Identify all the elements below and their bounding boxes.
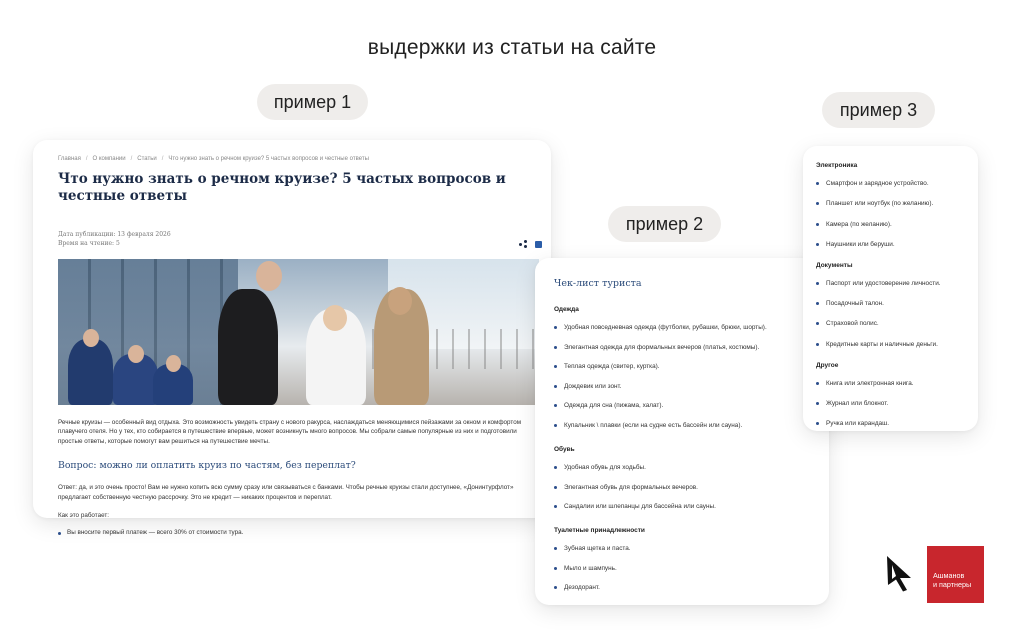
print-icon[interactable] bbox=[535, 241, 542, 248]
bullet-icon bbox=[58, 532, 61, 535]
bullet-icon bbox=[554, 346, 557, 349]
example-2-pill: пример 2 bbox=[608, 206, 721, 242]
breadcrumb-item-articles[interactable]: Статьи bbox=[137, 156, 157, 162]
list-item: Одежда для сна (пижама, халат). bbox=[554, 402, 814, 409]
checklist-card bbox=[535, 258, 829, 605]
publish-date: Дата публикации: 13 февраля 2026 bbox=[58, 231, 171, 238]
logo-line-2: и партнеры bbox=[933, 579, 972, 589]
checklist-section-title: Документы bbox=[816, 261, 853, 269]
list-item: Удобная обувь для ходьбы. bbox=[554, 464, 814, 471]
article-answer: Ответ: да, и это очень просто! Вам не нужно копить всю сумму сразу или связываться с банками. Чтобы речные круизы стали доступнее, «Донинтурфлот» предлагает собственную честную рассрочку. Это не кредит — никаких процентов и переплат. bbox=[58, 484, 514, 501]
list-item: Страховой полис. bbox=[816, 320, 968, 327]
breadcrumb: Главная / О компании / Статьи / Что нужно знать о речном круизе? 5 частых вопросов и честные ответы bbox=[58, 156, 369, 162]
list-item: Удобная повседневная одежда (футболки, рубашки, брюки, шорты). bbox=[554, 324, 814, 331]
share-icon[interactable] bbox=[519, 240, 527, 248]
list-item: Книга или электронная книга. bbox=[816, 380, 968, 387]
bullet-icon bbox=[816, 223, 819, 226]
list-item: Планшет или ноутбук (по желанию). bbox=[816, 200, 968, 207]
bullet-icon bbox=[554, 385, 557, 388]
list-item: Купальник \ плавки (если на судне есть бассейн или сауна). bbox=[554, 422, 814, 429]
breadcrumb-item-home[interactable]: Главная bbox=[58, 156, 81, 162]
bullet-icon bbox=[816, 182, 819, 185]
checklist-section-title: Обувь bbox=[554, 445, 575, 453]
bullet-icon bbox=[816, 302, 819, 305]
ashmanov-logo-mark-icon bbox=[885, 554, 913, 592]
article-meta bbox=[58, 230, 171, 248]
article-intro: Речные круизы — особенный вид отдыха. Это возможность увидеть страну с нового ракурса, наслаждаться меняющимися пейзажами за окном и комфортом плавучего отеля. Но у тех, кто собирается в путешествие впервые, может возникнуть много вопросов. Мы собрали самые популярные из них и подготовили простые ответы, которые помогут вам решиться на путешествие мечты. bbox=[58, 419, 522, 445]
article-photo bbox=[58, 259, 539, 405]
page-heading: выдержки из статьи на сайте bbox=[367, 36, 657, 59]
bullet-icon bbox=[554, 505, 557, 508]
bullet-icon bbox=[554, 466, 557, 469]
breadcrumb-item-company[interactable]: О компании bbox=[92, 156, 126, 162]
list-item: Кредитные карты и наличные деньги. bbox=[816, 341, 968, 348]
bullet-icon bbox=[554, 365, 557, 368]
how-it-works-label: Как это работает: bbox=[58, 512, 110, 520]
example-3-pill: пример 3 bbox=[822, 92, 935, 128]
bullet-icon bbox=[816, 382, 819, 385]
bullet-icon bbox=[816, 422, 819, 425]
list-item: Наушники или беруши. bbox=[816, 241, 968, 248]
bullet-icon bbox=[554, 567, 557, 570]
article-question: Вопрос: можно ли оплатить круиз по частям, без переплат? bbox=[58, 460, 356, 472]
bullet-icon bbox=[554, 547, 557, 550]
bullet-icon bbox=[554, 486, 557, 489]
list-item: Зубная щетка и паста. bbox=[554, 545, 814, 552]
article-card bbox=[33, 140, 551, 537]
ashmanov-logo bbox=[927, 546, 984, 603]
example-1-pill: пример 1 bbox=[257, 84, 368, 120]
list-item: Элегантная обувь для формальных вечеров. bbox=[554, 484, 814, 491]
article-meta-row bbox=[58, 230, 539, 248]
article-actions bbox=[519, 240, 542, 248]
list-item: Ручка или карандаш. bbox=[816, 420, 968, 427]
list-item: Теплая одежда (свитер, куртка). bbox=[554, 363, 814, 370]
bullet-icon bbox=[554, 424, 557, 427]
article-title: Что нужно знать о речном круизе? 5 частых вопросов и честные ответы bbox=[58, 171, 506, 204]
list-item: Элегантная одежда для формальных вечеров (платья, костюмы). bbox=[554, 344, 814, 351]
list-item: Мыло и шампунь. bbox=[554, 565, 814, 572]
read-time: Время на чтение: 5 bbox=[58, 240, 120, 247]
checklist-sections bbox=[554, 306, 814, 591]
list-item: Дезодорант. bbox=[554, 584, 814, 591]
list-item: Посадочный талон. bbox=[816, 300, 968, 307]
checklist-section-title: Одежда bbox=[554, 306, 579, 313]
bullet-icon bbox=[554, 586, 557, 589]
bullet-icon bbox=[816, 243, 819, 246]
list-item: Дождевик или зонт. bbox=[554, 383, 814, 390]
list-item: Смартфон и зарядное устройство. bbox=[816, 180, 968, 187]
bullet-icon bbox=[816, 343, 819, 346]
logo-line-1: Ашманов bbox=[933, 571, 965, 580]
checklist-section-title: Туалетные принадлежности bbox=[554, 527, 645, 535]
checklist-continued-card bbox=[803, 146, 978, 431]
list-item: Вы вносите первый платеж — всего 30% от стоимости тура. bbox=[58, 528, 539, 537]
list-item: Камера (по желанию). bbox=[816, 221, 968, 228]
bullet-icon bbox=[554, 326, 557, 329]
checklist-continued-sections bbox=[816, 162, 968, 427]
bullet-icon bbox=[816, 402, 819, 405]
bullet-icon bbox=[816, 202, 819, 205]
checklist-section-title: Другое bbox=[816, 361, 839, 369]
breadcrumb-item-current: Что нужно знать о речном круизе? 5 частых вопросов и честные ответы bbox=[168, 156, 369, 162]
list-item: Паспорт или удостоверение личности. bbox=[816, 280, 968, 287]
bullet-icon bbox=[816, 322, 819, 325]
list-item: Журнал или блокнот. bbox=[816, 400, 968, 407]
list-item: Сандалии или шлепанцы для бассейна или сауны. bbox=[554, 503, 814, 510]
checklist-title: Чек-лист туриста bbox=[554, 278, 642, 289]
checklist-section-title: Электроника bbox=[816, 162, 858, 169]
bullet-icon bbox=[554, 404, 557, 407]
bullet-icon bbox=[816, 282, 819, 285]
